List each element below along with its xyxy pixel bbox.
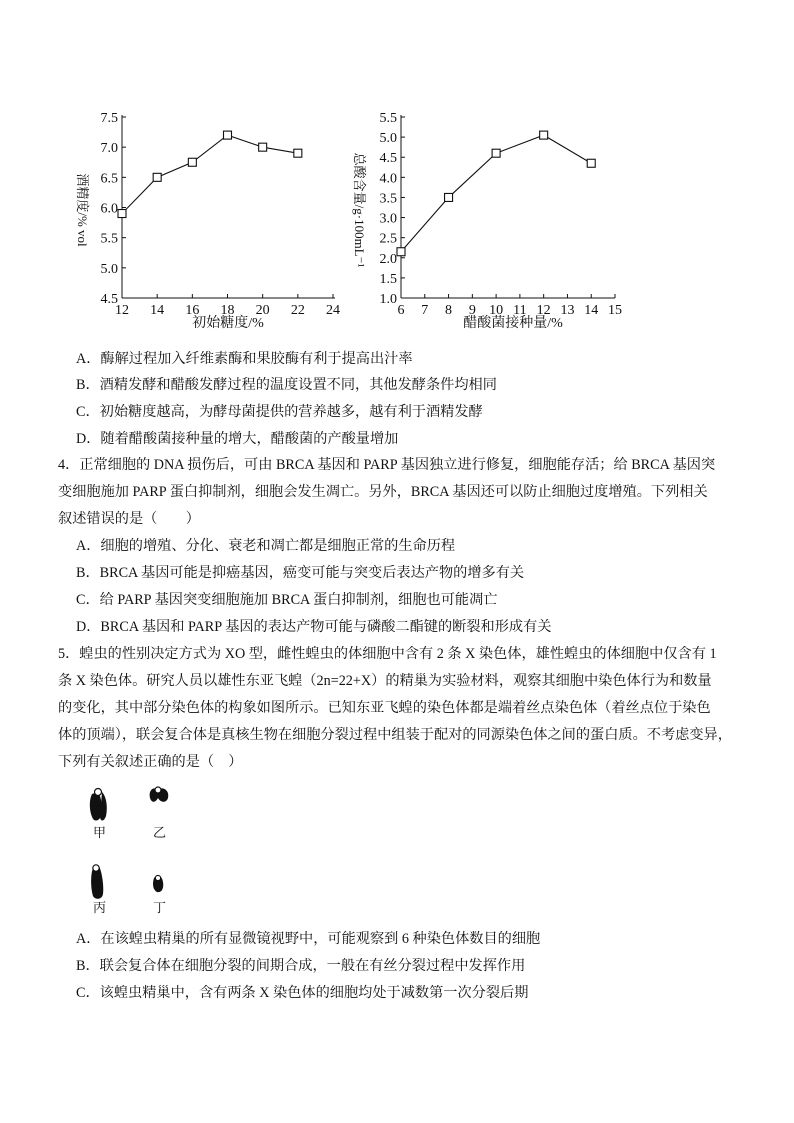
left-x-tick-label: 14	[150, 303, 165, 318]
right-y-tick-label: 2.0	[379, 251, 397, 267]
right-x-axis-label: 醋酸菌接种量/%	[463, 316, 563, 331]
left-y-axis-label: 酒精度/% vol	[75, 173, 90, 247]
chromosome-jia	[90, 789, 107, 821]
label-yi: 乙	[153, 825, 167, 840]
q4-option-b: B．BRCA 基因可能是抑癌基因，癌变可能与突变后表达产物的增多有关	[76, 565, 525, 581]
q5-option-b: B．联会复合体在细胞分裂的间期合成，一般在有丝分裂过程中发挥作用	[76, 958, 526, 974]
right-data-point	[587, 159, 595, 167]
left-chart-svg	[70, 105, 360, 340]
q4-stem-line-2: 变细胞施加 PARP 蛋白抑制剂，细胞会发生凋亡。另外，BRCA 基因还可以防止细胞过度增殖。下列相关	[58, 484, 708, 500]
right-chart	[345, 105, 645, 340]
right-y-tick-label: 5.0	[379, 131, 397, 147]
q3-option-c: C．初始糖度越高，为酵母菌提供的营养越多，越有利于酒精发酵	[76, 404, 483, 420]
q5-stem-line-1: 5．蝗虫的性别决定方式为 XO 型，雌性蝗虫的体细胞中含有 2 条 X 染色体，雄性蝗虫的体细胞中仅含有 1	[58, 646, 717, 662]
right-data-point	[445, 193, 453, 201]
right-data-point	[540, 131, 548, 139]
right-y-tick-label: 2.5	[379, 231, 397, 247]
left-x-tick-label: 22	[290, 303, 305, 318]
label-bing: 丙	[93, 900, 107, 915]
left-y-tick-label: 6.5	[100, 171, 118, 187]
q5-stem-line-3: 的变化，其中部分染色体的构象如图所示。已知东亚飞蝗的染色体都是端着丝点染色体（着丝点位于染色	[58, 700, 711, 716]
q3-option-d: D．随着醋酸菌接种量的增大，醋酸菌的产酸量增加	[76, 431, 399, 447]
q5-stem-line-4: 体的顶端），联会复合体是真核生物在细胞分裂过程中组装于配对的同源染色体之间的蛋白质。不考虑变异，	[58, 727, 732, 743]
left-x-tick-label: 24	[326, 303, 340, 318]
right-x-tick-label: 13	[560, 303, 575, 318]
right-x-tick-label: 10	[489, 303, 504, 318]
left-series-line	[122, 135, 298, 213]
q4-option-d: D．BRCA 基因和 PARP 基因的表达产物可能与磷酸二酯键的断裂和形成有关	[76, 619, 552, 635]
right-y-tick-label: 1.0	[379, 292, 397, 307]
label-ding: 丁	[153, 900, 167, 915]
q5-option-c: C．该蝗虫精巢中，含有两条 X 染色体的细胞均处于减数第一次分裂后期	[76, 985, 529, 1001]
right-y-tick-label: 3.0	[379, 211, 397, 227]
left-data-point	[188, 158, 196, 166]
q3-option-a: A．酶解过程加入纤维素酶和果胶酶有利于提高出汁率	[76, 351, 413, 367]
left-y-tick-label: 7.5	[100, 111, 118, 126]
right-x-tick-label: 6	[397, 303, 405, 318]
right-x-tick-label: 15	[608, 303, 622, 318]
q4-stem-line-3: 叙述错误的是（ ）	[58, 511, 200, 527]
right-y-tick-label: 4.0	[379, 171, 397, 187]
chromosome-bing	[91, 865, 103, 899]
right-x-tick-label: 11	[513, 303, 527, 318]
right-y-tick-label: 3.5	[379, 191, 397, 207]
right-y-tick-label: 4.5	[379, 151, 397, 167]
q5-option-a: A．在该蝗虫精巢的所有显微镜视野中，可能观察到 6 种染色体数目的细胞	[76, 931, 541, 947]
left-data-point	[153, 173, 161, 181]
right-x-tick-label: 14	[584, 303, 599, 318]
left-data-point	[259, 143, 267, 151]
q5-stem-line-5: 下列有关叙述正确的是（ ）	[58, 754, 243, 770]
right-chart-svg	[345, 105, 645, 340]
right-x-tick-label: 12	[536, 303, 551, 318]
right-x-tick-label: 7	[421, 303, 429, 318]
q5-stem-line-2: 条 X 染色体。研究人员以雄性东亚飞蝗（2n=22+X）的精巢为实验材料，观察其细胞中染色体行为和数量	[58, 673, 712, 689]
left-y-tick-label: 6.0	[100, 201, 118, 217]
right-data-point	[397, 248, 405, 256]
right-y-axis-label: 总酸含量/g·100mL⁻¹	[352, 152, 367, 268]
chromosome-ding	[153, 875, 163, 892]
right-x-tick-label: 9	[468, 303, 476, 318]
left-data-point	[224, 131, 232, 139]
left-data-point	[118, 210, 126, 218]
left-x-tick-label: 20	[255, 303, 270, 318]
q4-stem-line-1: 4．正常细胞的 DNA 损伤后，可由 BRCA 基因和 PARP 基因独立进行修复，细胞能存活；给 BRCA 基因突	[58, 457, 716, 473]
left-x-tick-label: 18	[220, 303, 235, 318]
left-chart	[70, 105, 360, 340]
chromosome-yi	[150, 787, 169, 802]
q4-option-c: C．给 PARP 基因突变细胞施加 BRCA 蛋白抑制剂，细胞也可能凋亡	[76, 592, 498, 608]
left-x-tick-label: 16	[185, 303, 200, 318]
left-x-tick-label: 12	[115, 303, 129, 318]
label-jia: 甲	[93, 825, 107, 840]
q4-option-a: A．细胞的增殖、分化、衰老和凋亡都是细胞正常的生命历程	[76, 538, 456, 554]
left-y-tick-label: 5.0	[100, 261, 118, 277]
left-y-tick-label: 4.5	[100, 292, 118, 307]
q3-option-b: B．酒精发酵和醋酸发酵过程的温度设置不同，其他发酵条件均相同	[76, 377, 497, 393]
right-data-point	[492, 149, 500, 157]
left-y-tick-label: 5.5	[100, 231, 118, 247]
left-x-axis-label: 初始糖度/%	[192, 316, 264, 331]
left-data-point	[294, 149, 302, 157]
right-x-tick-label: 8	[445, 303, 453, 318]
right-y-tick-label: 1.5	[379, 271, 397, 287]
left-y-tick-label: 7.0	[100, 141, 118, 157]
right-y-tick-label: 5.5	[379, 111, 397, 126]
